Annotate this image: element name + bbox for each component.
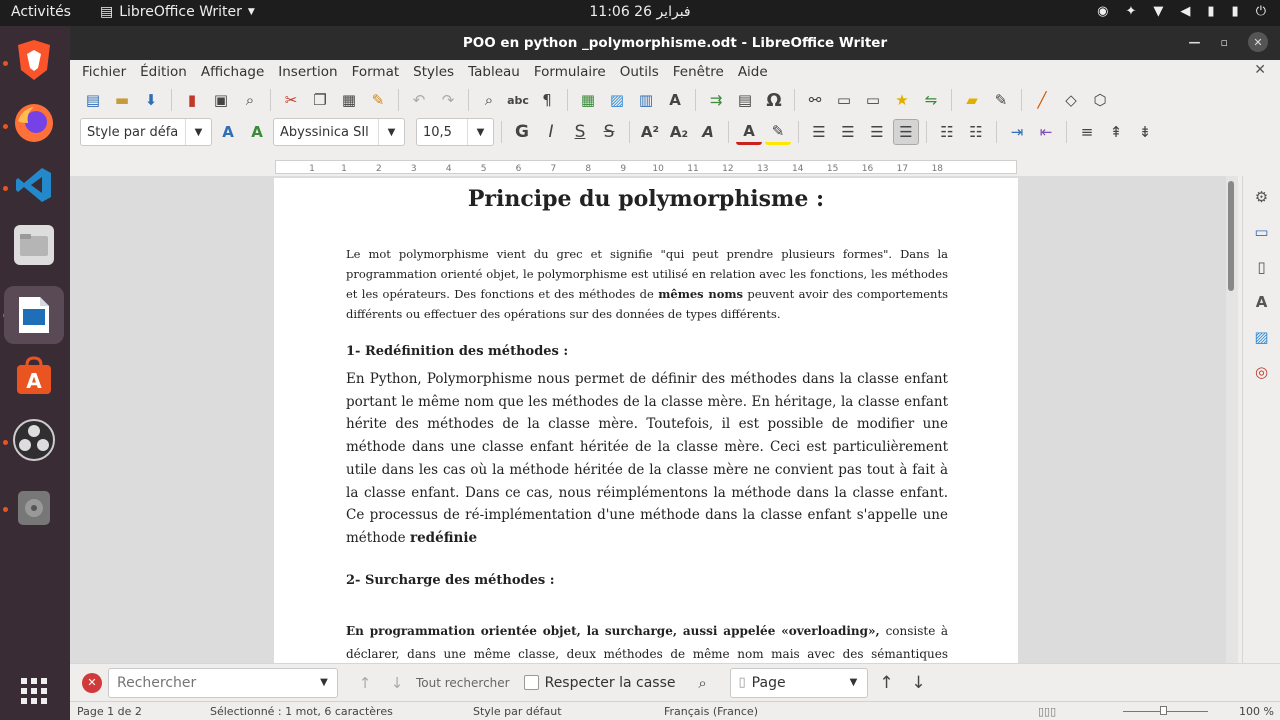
zoom-level[interactable]: 100 % [1239,705,1274,718]
subscript-icon[interactable]: A₂ [669,123,689,141]
underline-icon[interactable]: S [574,122,586,142]
font-size-box[interactable] [416,118,494,146]
system-top-bar [0,0,1280,26]
italic-icon[interactable]: I [548,122,554,142]
insert-textbox-icon[interactable]: A [669,91,681,109]
intro-paragraph [346,244,948,324]
insert-chart-icon[interactable]: ▥ [638,91,654,109]
document-page[interactable] [274,178,1018,663]
ruler-ticks [276,161,1016,173]
formatting-marks-icon[interactable]: ¶ [542,91,552,109]
brave-browser-icon[interactable] [9,35,59,85]
chevron-down-icon[interactable]: ▼ [378,119,404,145]
toolbar-separator [951,89,952,111]
minimize-icon[interactable]: — [1188,35,1201,49]
menu-tableau[interactable]: Tableau [468,64,520,80]
sidebar-gallery-icon[interactable]: ▨ [1254,328,1269,346]
horizontal-ruler[interactable] [275,160,1017,174]
search-format-select[interactable] [730,668,868,698]
font-name-value: Abyssinica SIl [280,124,369,140]
page-count[interactable]: Page 1 de 2 [77,705,142,718]
extension-icon[interactable]: ✦ [1125,4,1137,19]
toolbar-separator [695,89,696,111]
ruler-label: 18 [931,164,944,173]
libreoffice-writer-icon[interactable] [4,286,64,344]
footnote-icon[interactable]: ▭ [836,91,852,109]
format-next-icon[interactable]: ↓ [911,672,926,693]
toolbar-separator [171,89,172,111]
bullet-list-icon[interactable]: ☷ [940,123,954,141]
toolbar-separator [501,121,502,143]
line-spacing-icon[interactable]: ≡ [1080,123,1094,141]
undo-icon[interactable]: ↶ [412,91,426,109]
intro-bold-text: mêmes noms [658,287,744,301]
toolbar-separator [996,121,997,143]
cross-reference-icon[interactable]: ⇋ [924,91,938,109]
redefinition-paragraph [346,368,948,550]
window-titlebar[interactable] [70,26,1280,60]
toolbar-separator [398,89,399,111]
ruler-label: 12 [722,164,734,173]
ruler-label: 9 [620,164,627,173]
save-icon[interactable]: ⬇ [144,91,158,109]
standard-toolbar [70,84,1280,116]
chevron-down-icon: ▼ [247,7,255,17]
bold-icon[interactable]: G [515,122,529,142]
page-icon: ▯ [738,675,746,690]
redefinition-text: En Python, Polymorphisme nous permet de définir des méthodes dans la classe enfant portant le même nom que les méthodes de la classe mère. En héritage, la classe enfant hérite des méthodes de la classe mère. Toutefois, il est possible de modifier une méthode dans une classe enfant héritée de la classe mère. Ceci est particulièrement utile dans les cas où la méthode héritée de la classe mère ne convient pas tout à fait à la classe enfant. Dans ce cas, nous réimplémentons la méthode dans la classe enfant. Ce processus de ré-implémentation d'une méthode dans la classe enfant s'appelle une méthode [346,371,948,546]
section-heading-2: 2- Surcharge des méthodes : [346,573,555,588]
paragraph-style-value: Style par défa [87,124,179,140]
ruler-label: 16 [861,164,874,173]
menu-formulaire[interactable]: Formulaire [533,64,606,80]
decrease-indent-icon[interactable]: ⇤ [1039,123,1053,141]
increase-indent-icon[interactable]: ⇥ [1010,123,1024,141]
wifi-icon[interactable]: ▼ [1153,4,1164,19]
chevron-down-icon[interactable]: ▼ [849,677,858,688]
align-right-icon[interactable]: ☰ [870,123,884,141]
new-document-icon[interactable]: ▤ [85,91,101,109]
find-next-icon[interactable]: ↓ [390,673,404,692]
view-layout-icon[interactable]: ▯▯▯ [1038,705,1057,718]
insert-field-icon[interactable]: ▤ [737,91,753,109]
color-picker-icon[interactable]: ◉ [1097,4,1109,19]
find-search-box[interactable] [108,668,338,698]
toolbar-separator [926,121,927,143]
ruler-label: 14 [791,164,804,173]
app-menu[interactable] [100,4,255,20]
justify-icon[interactable]: ☰ [893,119,919,145]
basic-shapes-icon[interactable]: ◇ [1065,91,1077,109]
running-indicator [3,440,8,445]
ruler-label: 6 [515,164,522,173]
sidebar-settings-icon[interactable]: ⚙ [1254,188,1269,206]
formatting-toolbar [70,116,1280,148]
menu-bar [70,60,1280,84]
window-title: POO en python _polymorphisme.odt - LibreOffice Writer [462,35,888,51]
dock [0,26,70,720]
endnote-icon[interactable]: ▭ [865,91,881,109]
find-all-button[interactable]: Tout rechercher [416,675,510,690]
hyperlink-icon[interactable]: ⚯ [808,91,822,109]
zoom-slider-thumb[interactable] [1160,706,1167,715]
close-icon[interactable]: ✕ [1248,32,1268,52]
redefinition-bold-text: redéfinie [409,529,478,546]
ruler-label: 3 [410,164,417,173]
menu-edition[interactable]: Édition [140,64,187,80]
scrollbar-thumb[interactable] [1228,181,1234,291]
sidebar-deck [1242,176,1280,663]
comment-icon[interactable]: ▰ [966,91,978,109]
ruler-label: 2 [376,164,382,173]
activities-button[interactable]: Activités [11,4,71,20]
clear-formatting-icon[interactable]: A [702,123,714,141]
sidebar-properties-icon[interactable]: ▭ [1254,223,1269,241]
ruler-label: 11 [687,164,699,173]
toolbar-separator [728,121,729,143]
section-heading-1: 1- Redéfinition des méthodes : [346,344,569,359]
running-indicator [3,61,8,66]
superscript-icon[interactable]: A² [640,123,660,141]
ruler-label: 1 [309,164,315,173]
menu-fichier[interactable]: Fichier [82,64,127,80]
ruler-label: 5 [480,164,487,173]
open-icon[interactable]: ▬ [114,91,130,109]
strikethrough-icon[interactable]: S [603,122,615,142]
match-case-label[interactable]: Respecter la casse [544,674,676,691]
track-changes-icon[interactable]: ✎ [994,91,1008,109]
clone-formatting-icon[interactable]: ✎ [371,91,385,109]
ruler-label: 7 [550,164,557,173]
paragraph-style-box[interactable] [80,118,212,146]
writer-icon: ▤ [100,4,114,20]
software-store-icon[interactable] [9,351,59,401]
sidebar-page-icon[interactable]: ▯ [1257,258,1266,276]
find-toolbar [70,663,1280,701]
toolbar-separator [798,121,799,143]
print-preview-icon[interactable]: ⌕ [245,91,255,109]
writer-window [70,26,1280,720]
toolbar-separator [629,121,630,143]
power-menu-icon[interactable]: ⏻ [1255,4,1266,19]
ruler-label: 13 [757,164,769,173]
close-document-icon[interactable]: ✕ [1254,62,1266,78]
app-name: LibreOffice Writer [119,4,242,20]
ruler-label: 15 [826,164,839,173]
running-indicator [3,186,8,191]
export-pdf-icon[interactable]: ▮ [187,91,197,109]
toolbar-separator [468,89,469,111]
find-previous-icon[interactable]: ↑ [358,673,372,692]
font-color-icon[interactable]: A [736,119,762,145]
font-name-box[interactable] [273,118,405,146]
bookmark-icon[interactable]: ★ [895,91,909,109]
paste-icon[interactable]: ▦ [341,91,357,109]
menu-aide[interactable]: Aide [737,64,768,80]
ruler-label: 10 [652,164,664,173]
special-character-icon[interactable]: Ω [766,89,782,111]
toolbar-separator [1066,121,1067,143]
font-size-value: 10,5 [423,124,452,140]
overloading-paragraph [346,620,948,663]
overloading-text: consiste à déclarer, dans une même classe, deux méthodes de même nom mais avec des sémantiques [346,624,948,661]
overloading-bold-text: En programmation orientée objet, la surcharge, aussi appelée «overloading», [346,624,886,638]
language[interactable]: Français (France) [664,705,758,718]
ruler-label: 4 [445,164,452,173]
running-indicator [3,124,8,129]
format-previous-icon[interactable]: ↑ [879,672,894,693]
menu-outils[interactable]: Outils [619,64,659,80]
menu-fenetre[interactable]: Fenêtre [672,64,724,80]
align-left-icon[interactable]: ☰ [812,123,826,141]
maximize-icon[interactable]: ▫ [1220,35,1228,49]
find-replace-icon[interactable]: ⌕ [484,91,494,109]
microphone-icon[interactable]: ▮ [1207,4,1215,19]
insert-image-icon[interactable]: ▨ [609,91,625,109]
intro-text: Le mot polymorphisme vient du grec et signifie "qui peut prendre plusieurs formes". Dans la programmation orienté objet, le polymorphisme est utilisé en relation avec les fonctions, les méthodes et les opérateurs. Des fonctions et des méthodes de [346,247,948,301]
draw-functions-icon[interactable]: ⬡ [1093,91,1107,109]
page-break-icon[interactable]: ⇉ [709,91,723,109]
battery-icon[interactable]: ▮ [1231,4,1239,19]
status-bar [70,701,1280,720]
close-find-icon[interactable]: ✕ [82,673,102,693]
system-tray[interactable] [1097,4,1266,19]
svg-text:A: A [26,369,42,393]
chevron-down-icon[interactable]: ▼ [185,119,211,145]
toolbar-separator [270,89,271,111]
search-format-value: Page [751,674,786,691]
word-count[interactable]: Sélectionné : 1 mot, 6 caractères [210,705,393,718]
firefox-icon[interactable] [9,98,59,148]
find-replace-dialog-icon[interactable]: ⌕ [698,673,707,692]
document-area[interactable] [70,176,1226,663]
ruler-label: 17 [896,164,909,173]
decrease-paragraph-spacing-icon[interactable]: ⇟ [1138,123,1152,141]
obs-studio-icon[interactable] [9,415,59,465]
menu-affichage[interactable]: Affichage [200,64,265,80]
page-style[interactable]: Style par défaut [473,705,562,718]
menu-format[interactable]: Format [351,64,400,80]
toolbar-separator [567,89,568,111]
intro-text-end: peuvent avoir des comportements différents ou effectuer des opérations sur des données de types différents. [346,287,948,321]
vertical-scrollbar[interactable] [1226,176,1238,663]
running-indicator [3,507,8,512]
document-title: Principe du polymorphisme : [467,186,825,212]
cut-icon[interactable]: ✂ [284,91,298,109]
sidebar-styles-icon[interactable]: A [1255,293,1268,311]
numbered-list-icon[interactable]: ☷ [969,123,983,141]
insert-table-icon[interactable]: ▦ [580,91,596,109]
update-style-icon[interactable]: A [222,123,234,141]
show-apps-icon[interactable] [9,666,59,716]
match-case-checkbox[interactable] [524,675,539,690]
files-icon[interactable] [14,225,54,265]
clock[interactable]: 11:06 26 فبراير [589,4,691,20]
sidebar-navigator-icon[interactable]: ◎ [1254,363,1269,381]
disk-drive-icon[interactable] [9,483,59,533]
ruler-label: 1 [341,164,347,173]
toolbar-separator [794,89,795,111]
vscode-icon[interactable] [9,160,59,210]
redo-icon[interactable]: ↷ [441,91,455,109]
spelling-icon[interactable]: abc [507,93,529,107]
highlight-color-icon[interactable]: ✎ [765,119,791,145]
toolbar-separator [1021,89,1022,111]
increase-paragraph-spacing-icon[interactable]: ⇞ [1109,123,1123,141]
ruler-label: 8 [585,164,592,173]
align-center-icon[interactable]: ☰ [841,123,855,141]
menu-styles[interactable]: Styles [413,64,455,80]
chevron-down-icon[interactable]: ▼ [467,119,493,145]
new-style-icon[interactable]: A [251,123,263,141]
menu-insertion[interactable]: Insertion [278,64,338,80]
volume-icon[interactable]: ◀ [1180,4,1191,19]
search-input[interactable] [109,675,311,691]
copy-icon[interactable]: ❐ [313,91,327,109]
line-icon[interactable]: ╱ [1037,91,1047,109]
chevron-down-icon[interactable]: ▼ [320,677,328,688]
print-icon[interactable]: ▣ [213,91,229,109]
